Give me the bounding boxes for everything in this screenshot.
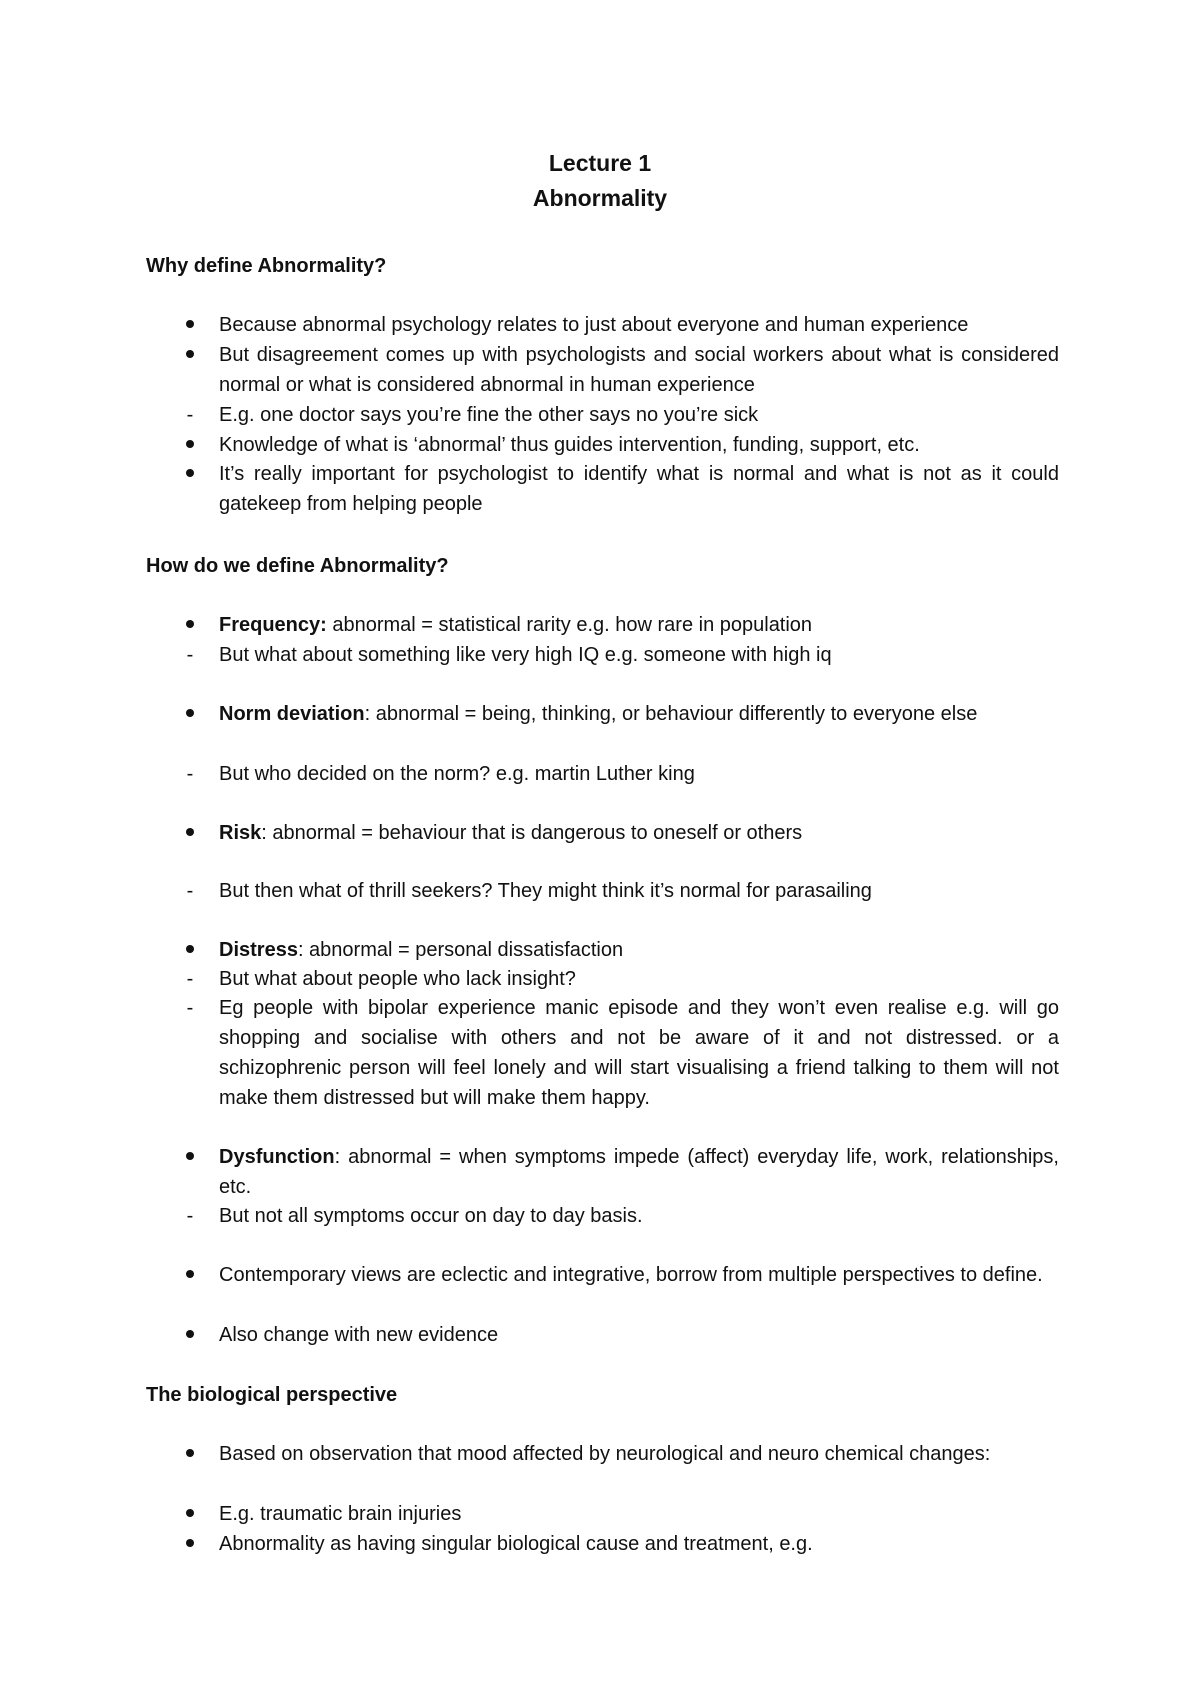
term-distress: Distress <box>219 939 298 961</box>
term-norm-deviation: Norm deviation <box>219 703 365 725</box>
bullet-icon <box>180 935 200 965</box>
bullet-icon <box>180 459 200 489</box>
bullet-icon <box>180 310 200 340</box>
bullet-icon <box>180 1260 200 1290</box>
section-heading-how: How do we define Abnormality? <box>146 555 449 577</box>
section-heading-biological: The biological perspective <box>146 1384 398 1406</box>
page-title: Abnormality <box>532 185 668 211</box>
term-risk: Risk <box>219 822 262 844</box>
dash-icon: - <box>186 644 194 666</box>
bullet-icon <box>180 1320 200 1350</box>
bullet-icon <box>180 1499 200 1529</box>
bullet-icon <box>180 340 200 370</box>
dash-icon: - <box>186 968 194 990</box>
dash-icon: - <box>186 880 194 902</box>
dash-icon: - <box>186 997 194 1019</box>
bullet-icon <box>180 699 200 729</box>
term-frequency: Frequency: <box>219 614 327 636</box>
bullet-icon <box>180 818 200 848</box>
bullet-icon <box>180 1142 200 1172</box>
dash-icon: - <box>186 763 194 785</box>
bullet-icon <box>180 1529 200 1559</box>
bullet-icon <box>180 610 200 640</box>
bullet-icon <box>180 1439 200 1469</box>
lecture-number: Lecture 1 <box>548 150 652 176</box>
dash-icon: - <box>186 1205 194 1227</box>
term-dysfunction: Dysfunction <box>219 1146 335 1168</box>
section-heading-why: Why define Abnormality? <box>146 255 387 277</box>
bullet-icon <box>180 430 200 460</box>
document-page: Lecture 1 Abnormality Why define Abnormality? Because abnormal psychology relates to just about everyone and human experience But disagreement comes up with psychologists and social workers about what is considered normal or what is considered abnormal in human experience - E.g. one doctor says you’re fine the other says no you’re sick Knowledge of what is ‘abnormal’ thus guides intervention, funding, support, etc. It’s really important for psychologist to identify what is normal and what is not as it could gatekeep from helping people How do we define Abnormality? Frequency: abnormal = statistical rarity e.g. how rare in population - But what about something like very high IQ e.g. someone with high iq Norm deviation: abnormal = being, thinking, or behaviour differently to everyone else - But who decided on the norm? e.g. martin Luther king Risk: abnormal = behaviour that is dangerous to oneself or others - But then what of thrill seekers? They might think it’s normal for parasailing Distress: abnormal = personal dissatisfaction - But what about people who lack insight? - Eg people with bipolar experience manic episode and they won’t even realise e.g. will go shopping and socialise with others and not be aware of it and not distressed. or a schizophrenic person will feel lonely and will start visualising a friend talking to them will not make them distressed but will make them happy. Dysfunction: abnormal = when symptoms impede (affect) everyday life, work, relationships, etc. - But not all symptoms occur on day to day basis. Contemporary views are eclectic and integrative, borrow from multiple perspectives to define. Also change with new evidence The biological perspective Based on observation that mood affected by neurological and neuro chemical changes: E.g. traumatic brain injuries Abnormality as having singular biological cause and treatment, e.g. <box>0 0 1200 1698</box>
dash-icon: - <box>186 404 194 426</box>
